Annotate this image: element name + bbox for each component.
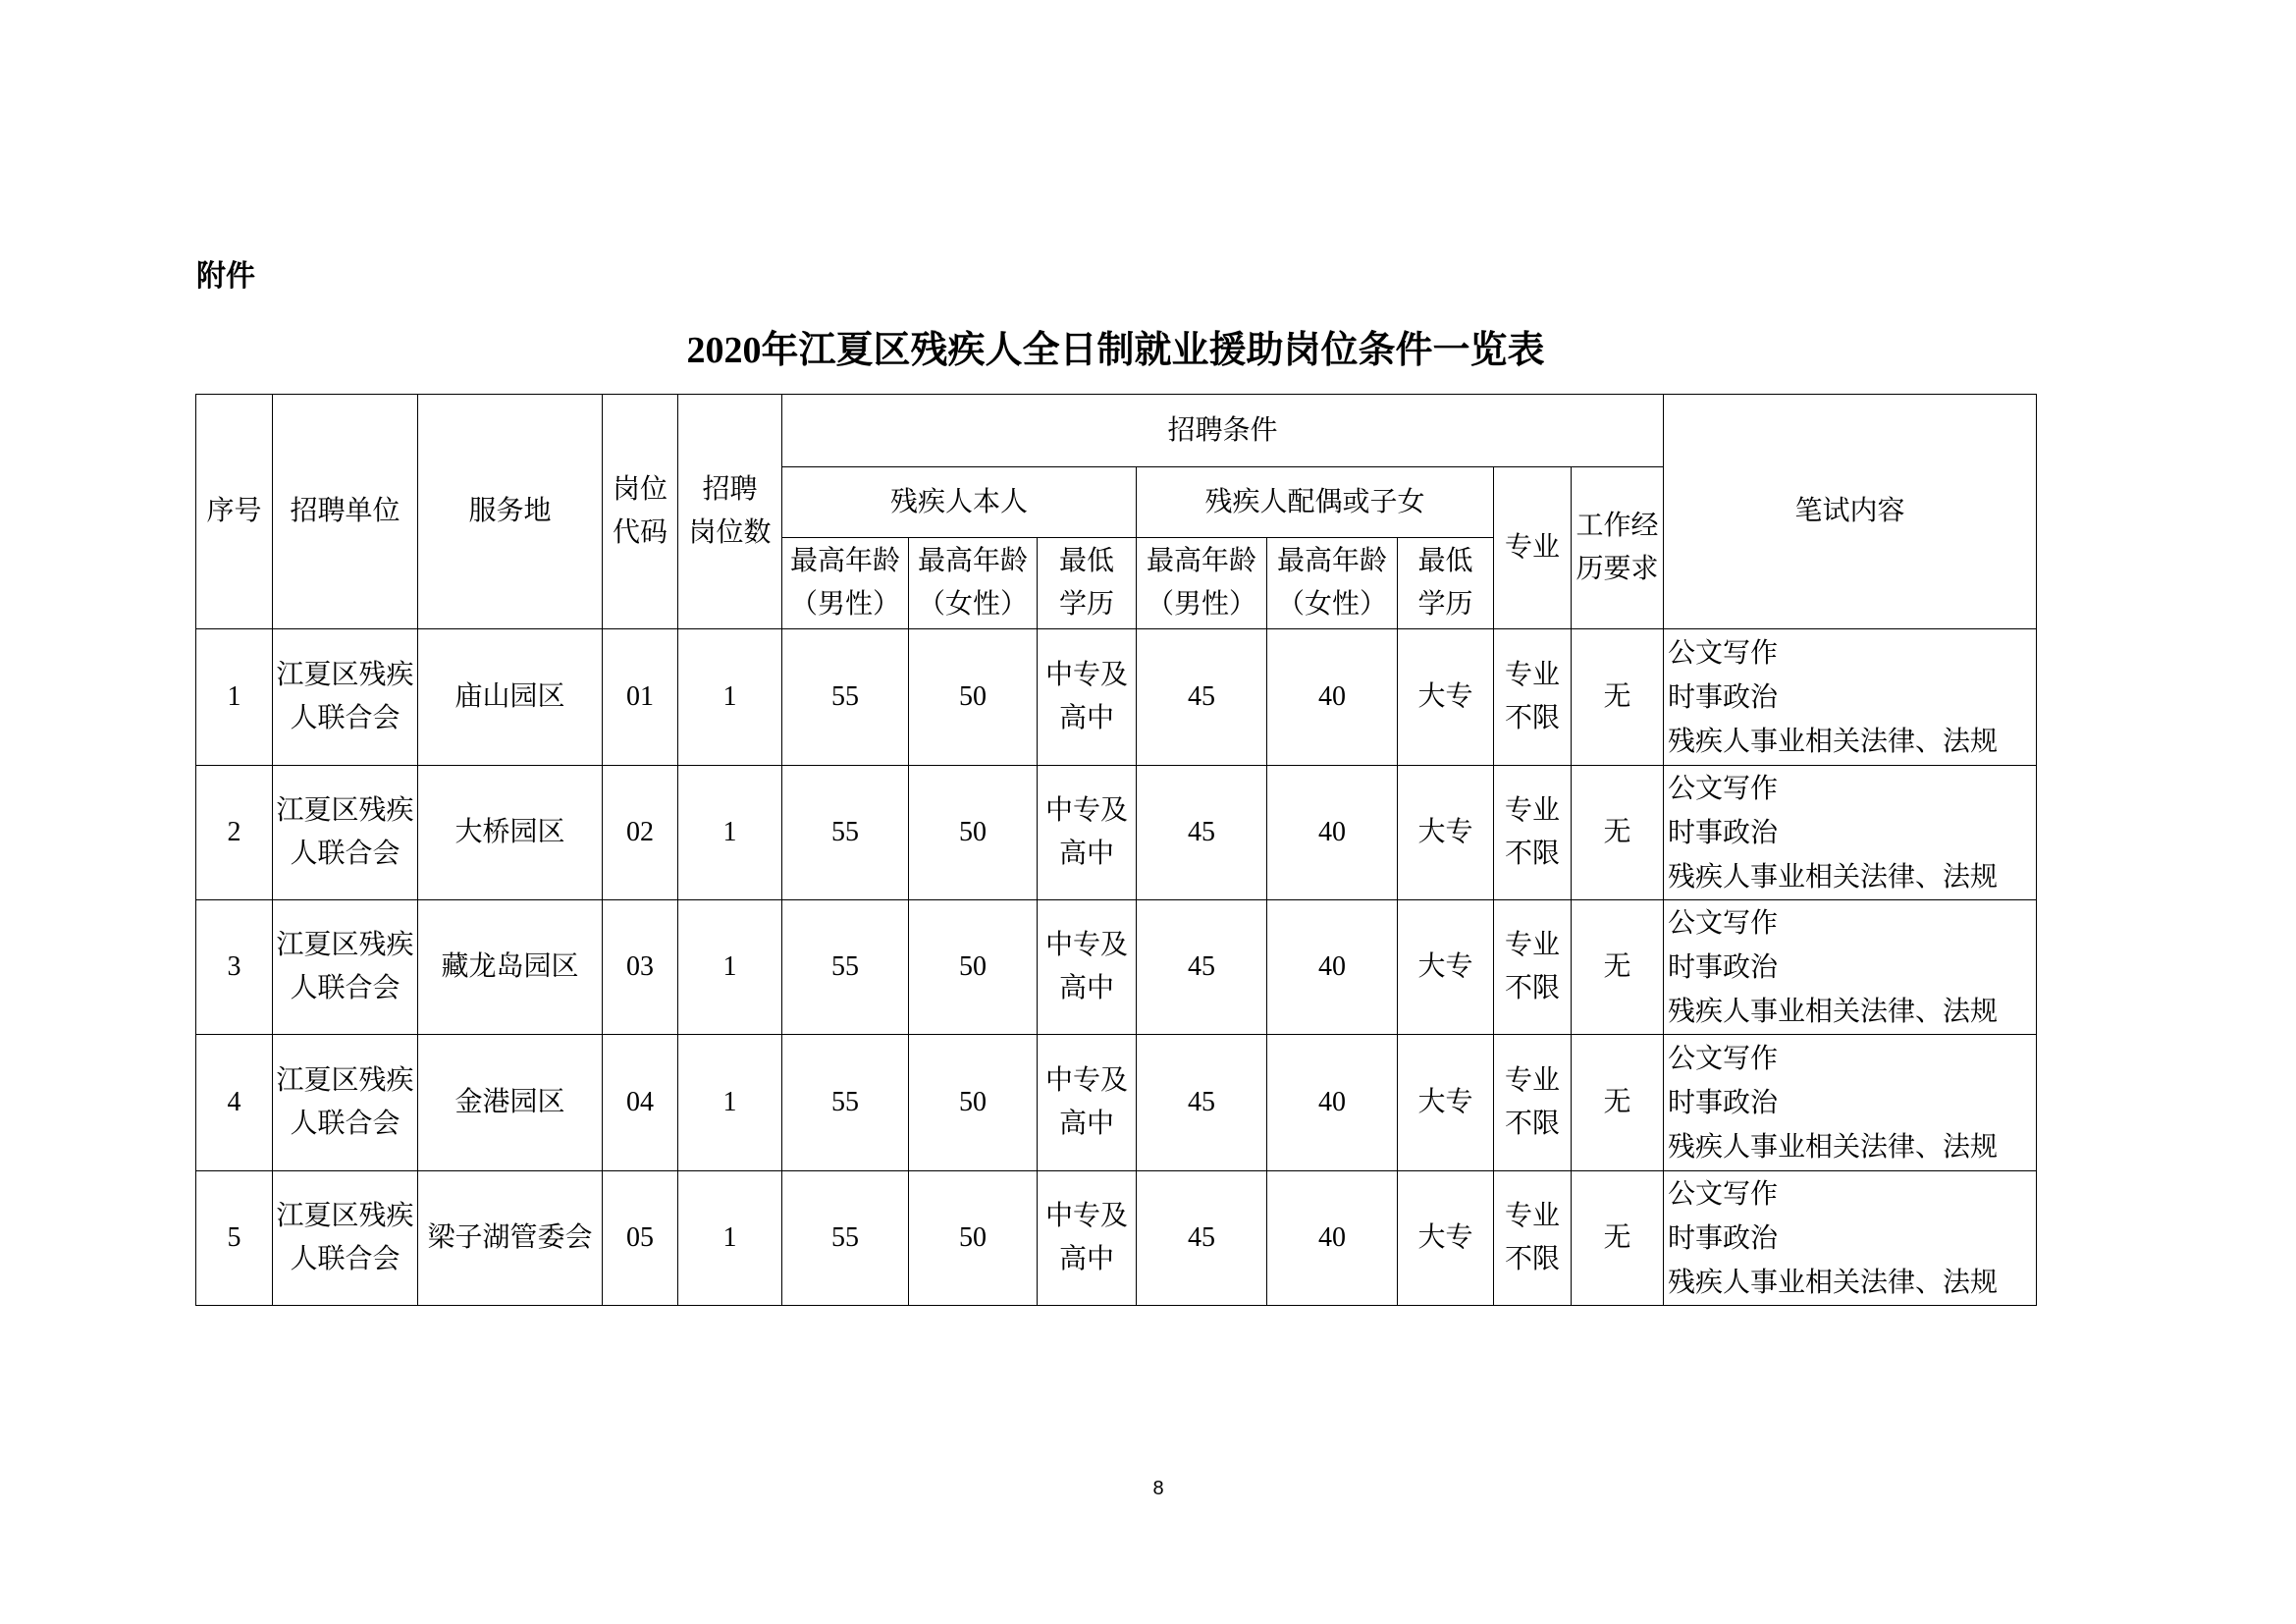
header-text: 残疾人本人 <box>889 486 1028 517</box>
exam-line: 时事政治 <box>1668 817 1779 848</box>
serial-text: 2 <box>227 817 241 847</box>
age-text: 45 <box>1188 681 1215 712</box>
cell-self-max-age-male <box>782 629 909 766</box>
cell-position-code <box>603 1171 678 1306</box>
header-exam-content <box>1664 395 2037 629</box>
header-family-max-age-male <box>1137 538 1267 629</box>
cell-family-max-age-male <box>1137 766 1267 900</box>
service-location-text: 金港园区 <box>454 1087 565 1117</box>
exam-line: 残疾人事业相关法律、法规 <box>1668 726 1999 757</box>
cell-service-location <box>418 766 603 900</box>
page-number: 8 <box>1152 1478 1164 1499</box>
header-self-max-age-male <box>782 538 909 629</box>
header-text: 招聘单位 <box>290 496 400 526</box>
position-code-text: 05 <box>626 1222 654 1253</box>
age-text: 45 <box>1188 1087 1215 1117</box>
header-text: 代码 <box>612 517 667 548</box>
header-serial <box>196 395 273 629</box>
service-location-text: 庙山园区 <box>454 681 565 712</box>
age-text: 55 <box>831 1222 859 1253</box>
cell-service-location <box>418 1171 603 1306</box>
work-experience-text: 无 <box>1603 681 1631 712</box>
major-line: 不限 <box>1504 1244 1560 1274</box>
exam-line: 时事政治 <box>1668 681 1779 713</box>
cell-self-min-education <box>1038 766 1137 900</box>
unit-line: 江夏区残疾 <box>276 660 414 690</box>
header-family-max-age-female <box>1267 538 1398 629</box>
cell-service-location <box>418 900 603 1035</box>
cell-service-location <box>418 629 603 766</box>
header-text: 残疾人配偶或子女 <box>1204 486 1425 517</box>
education-line: 中专及 <box>1044 1065 1128 1096</box>
cell-work-experience <box>1572 1035 1664 1171</box>
major-line: 专业 <box>1504 660 1560 690</box>
cell-family-min-education <box>1398 900 1494 1035</box>
education-text: 大专 <box>1417 817 1473 847</box>
header-work-experience <box>1572 467 1664 629</box>
header-text: 笔试内容 <box>1794 496 1905 526</box>
header-position-count <box>678 395 782 629</box>
cell-family-max-age-male <box>1137 1171 1267 1306</box>
cell-position-count <box>678 900 782 1035</box>
position-code-text: 03 <box>626 951 654 982</box>
age-text: 40 <box>1318 951 1346 982</box>
attachment-label: 附件 <box>196 260 255 293</box>
position-code-text: 01 <box>626 681 654 712</box>
education-text: 大专 <box>1417 951 1473 982</box>
cell-self-max-age-female <box>909 900 1038 1035</box>
header-text: （女性） <box>1276 589 1387 620</box>
cell-self-min-education <box>1038 1171 1137 1306</box>
education-text: 大专 <box>1417 1222 1473 1253</box>
position-code-text: 02 <box>626 817 654 847</box>
education-line: 中专及 <box>1044 1201 1128 1231</box>
unit-line: 人联合会 <box>290 973 400 1003</box>
exam-line: 公文写作 <box>1668 637 1779 669</box>
education-line: 高中 <box>1058 839 1114 869</box>
major-line: 专业 <box>1504 930 1560 960</box>
cell-exam-content <box>1664 1035 2037 1171</box>
cell-self-max-age-male <box>782 766 909 900</box>
education-line: 高中 <box>1058 1109 1114 1139</box>
cell-self-max-age-male <box>782 900 909 1035</box>
header-text: 学历 <box>1058 589 1114 620</box>
service-location-text: 藏龙岛园区 <box>441 951 579 982</box>
cell-work-experience <box>1572 900 1664 1035</box>
exam-line: 公文写作 <box>1668 1043 1779 1074</box>
age-text: 50 <box>959 1087 987 1117</box>
header-text: 历要求 <box>1575 554 1659 584</box>
cell-family-max-age-male <box>1137 1035 1267 1171</box>
major-line: 专业 <box>1504 1201 1560 1231</box>
header-family-group <box>1137 467 1494 538</box>
cell-family-max-age-male <box>1137 629 1267 766</box>
header-text: （女性） <box>917 589 1028 620</box>
exam-line: 残疾人事业相关法律、法规 <box>1668 1131 1999 1163</box>
cell-self-max-age-male <box>782 1035 909 1171</box>
table-row <box>196 1035 2037 1171</box>
work-experience-text: 无 <box>1603 817 1631 847</box>
header-text: 最高年龄 <box>1146 546 1256 576</box>
education-line: 高中 <box>1058 973 1114 1003</box>
header-text: （男性） <box>1146 589 1256 620</box>
page-title: 2020年江夏区残疾人全日制就业援助岗位条件一览表 <box>686 330 1545 371</box>
service-location-text: 大桥园区 <box>454 817 565 847</box>
position-count-text: 1 <box>722 681 737 712</box>
education-line: 中专及 <box>1044 795 1128 826</box>
cell-exam-content <box>1664 629 2037 766</box>
header-text: 专业 <box>1504 532 1560 563</box>
age-text: 40 <box>1318 1087 1346 1117</box>
cell-major <box>1494 629 1572 766</box>
cell-unit <box>273 1171 418 1306</box>
cell-self-min-education <box>1038 900 1137 1035</box>
position-count-text: 1 <box>722 951 737 982</box>
exam-line: 残疾人事业相关法律、法规 <box>1668 1267 1999 1298</box>
age-text: 50 <box>959 1222 987 1253</box>
exam-line: 时事政治 <box>1668 951 1779 983</box>
cell-unit <box>273 766 418 900</box>
cell-family-min-education <box>1398 766 1494 900</box>
header-position-code <box>603 395 678 629</box>
cell-family-max-age-female <box>1267 1035 1398 1171</box>
cell-position-code <box>603 900 678 1035</box>
cell-position-code <box>603 1035 678 1171</box>
exam-line: 时事政治 <box>1668 1222 1779 1254</box>
header-self-max-age-female <box>909 538 1038 629</box>
serial-text: 5 <box>227 1222 241 1253</box>
age-text: 50 <box>959 681 987 712</box>
unit-line: 人联合会 <box>290 839 400 869</box>
cell-family-max-age-female <box>1267 629 1398 766</box>
unit-line: 江夏区残疾 <box>276 1201 414 1231</box>
header-text: 最高年龄 <box>917 546 1028 576</box>
cell-position-code <box>603 629 678 766</box>
header-text: 岗位数 <box>688 517 772 548</box>
table-row <box>196 900 2037 1035</box>
cell-service-location <box>418 1035 603 1171</box>
major-line: 专业 <box>1504 795 1560 826</box>
age-text: 45 <box>1188 951 1215 982</box>
cell-major <box>1494 1171 1572 1306</box>
table-row <box>196 629 2037 766</box>
cell-serial <box>196 766 273 900</box>
cell-serial <box>196 1035 273 1171</box>
age-text: 50 <box>959 951 987 982</box>
service-location-text: 梁子湖管委会 <box>427 1222 593 1253</box>
header-text: 最低 <box>1058 546 1114 576</box>
education-text: 大专 <box>1417 1087 1473 1117</box>
cell-family-max-age-female <box>1267 900 1398 1035</box>
major-line: 不限 <box>1504 703 1560 733</box>
header-service-location <box>418 395 603 629</box>
cell-position-count <box>678 766 782 900</box>
cell-self-min-education <box>1038 1035 1137 1171</box>
exam-line: 公文写作 <box>1668 1178 1779 1210</box>
cell-unit <box>273 1035 418 1171</box>
header-row <box>196 395 2037 467</box>
exam-line: 残疾人事业相关法律、法规 <box>1668 861 1999 893</box>
positions-table <box>195 394 2037 1306</box>
position-count-text: 1 <box>722 1222 737 1253</box>
education-line: 中专及 <box>1044 930 1128 960</box>
age-text: 45 <box>1188 817 1215 847</box>
major-line: 不限 <box>1504 973 1560 1003</box>
work-experience-text: 无 <box>1603 951 1631 982</box>
header-family-min-education <box>1398 538 1494 629</box>
education-line: 高中 <box>1058 1244 1114 1274</box>
cell-major <box>1494 1035 1572 1171</box>
header-text: 最低 <box>1417 546 1473 576</box>
education-text: 大专 <box>1417 681 1473 712</box>
work-experience-text: 无 <box>1603 1222 1631 1253</box>
age-text: 50 <box>959 817 987 847</box>
exam-line: 残疾人事业相关法律、法规 <box>1668 996 1999 1027</box>
age-text: 55 <box>831 951 859 982</box>
header-text: 最高年龄 <box>1276 546 1387 576</box>
header-text: 工作经 <box>1575 511 1659 541</box>
header-conditions <box>782 395 1664 467</box>
major-line: 不限 <box>1504 1109 1560 1139</box>
header-major <box>1494 467 1572 629</box>
position-count-text: 1 <box>722 1087 737 1117</box>
cell-family-min-education <box>1398 1171 1494 1306</box>
cell-family-max-age-female <box>1267 766 1398 900</box>
cell-self-max-age-female <box>909 1171 1038 1306</box>
age-text: 55 <box>831 1087 859 1117</box>
header-self-group <box>782 467 1137 538</box>
cell-position-count <box>678 1171 782 1306</box>
cell-position-count <box>678 1035 782 1171</box>
cell-family-min-education <box>1398 629 1494 766</box>
cell-work-experience <box>1572 766 1664 900</box>
age-text: 40 <box>1318 681 1346 712</box>
header-text: 招聘条件 <box>1167 414 1278 446</box>
cell-family-min-education <box>1398 1035 1494 1171</box>
cell-position-code <box>603 766 678 900</box>
cell-major <box>1494 900 1572 1035</box>
cell-self-max-age-female <box>909 629 1038 766</box>
table-row <box>196 1171 2037 1306</box>
header-text: 学历 <box>1417 589 1473 620</box>
age-text: 55 <box>831 817 859 847</box>
cell-serial <box>196 1171 273 1306</box>
exam-line: 时事政治 <box>1668 1087 1779 1118</box>
cell-family-max-age-female <box>1267 1171 1398 1306</box>
cell-self-min-education <box>1038 629 1137 766</box>
unit-line: 江夏区残疾 <box>276 795 414 826</box>
cell-major <box>1494 766 1572 900</box>
age-text: 55 <box>831 681 859 712</box>
cell-exam-content <box>1664 900 2037 1035</box>
work-experience-text: 无 <box>1603 1087 1631 1117</box>
age-text: 45 <box>1188 1222 1215 1253</box>
unit-line: 江夏区残疾 <box>276 930 414 960</box>
education-line: 高中 <box>1058 703 1114 733</box>
header-unit <box>273 395 418 629</box>
cell-self-max-age-male <box>782 1171 909 1306</box>
cell-self-max-age-female <box>909 766 1038 900</box>
position-count-text: 1 <box>722 817 737 847</box>
cell-work-experience <box>1572 1171 1664 1306</box>
table-row <box>196 766 2037 900</box>
major-line: 专业 <box>1504 1065 1560 1096</box>
cell-position-count <box>678 629 782 766</box>
cell-exam-content <box>1664 1171 2037 1306</box>
serial-text: 4 <box>227 1087 241 1117</box>
header-text: 招聘 <box>702 474 758 505</box>
major-line: 不限 <box>1504 839 1560 869</box>
exam-line: 公文写作 <box>1668 773 1779 804</box>
header-self-min-education <box>1038 538 1137 629</box>
header-text: 岗位 <box>612 474 667 505</box>
exam-line: 公文写作 <box>1668 907 1779 939</box>
cell-exam-content <box>1664 766 2037 900</box>
age-text: 40 <box>1318 817 1346 847</box>
cell-work-experience <box>1572 629 1664 766</box>
header-text: （男性） <box>789 589 900 620</box>
age-text: 40 <box>1318 1222 1346 1253</box>
cell-family-max-age-male <box>1137 900 1267 1035</box>
unit-line: 人联合会 <box>290 1244 400 1274</box>
education-line: 中专及 <box>1044 660 1128 690</box>
serial-text: 3 <box>227 951 241 982</box>
serial-text: 1 <box>227 681 241 712</box>
header-text: 服务地 <box>468 496 552 526</box>
cell-self-max-age-female <box>909 1035 1038 1171</box>
unit-line: 人联合会 <box>290 703 400 733</box>
cell-unit <box>273 629 418 766</box>
cell-unit <box>273 900 418 1035</box>
cell-serial <box>196 900 273 1035</box>
unit-line: 人联合会 <box>290 1109 400 1139</box>
position-code-text: 04 <box>626 1087 654 1117</box>
header-text: 最高年龄 <box>789 546 900 576</box>
header-text: 序号 <box>206 496 262 526</box>
unit-line: 江夏区残疾 <box>276 1065 414 1096</box>
cell-serial <box>196 629 273 766</box>
